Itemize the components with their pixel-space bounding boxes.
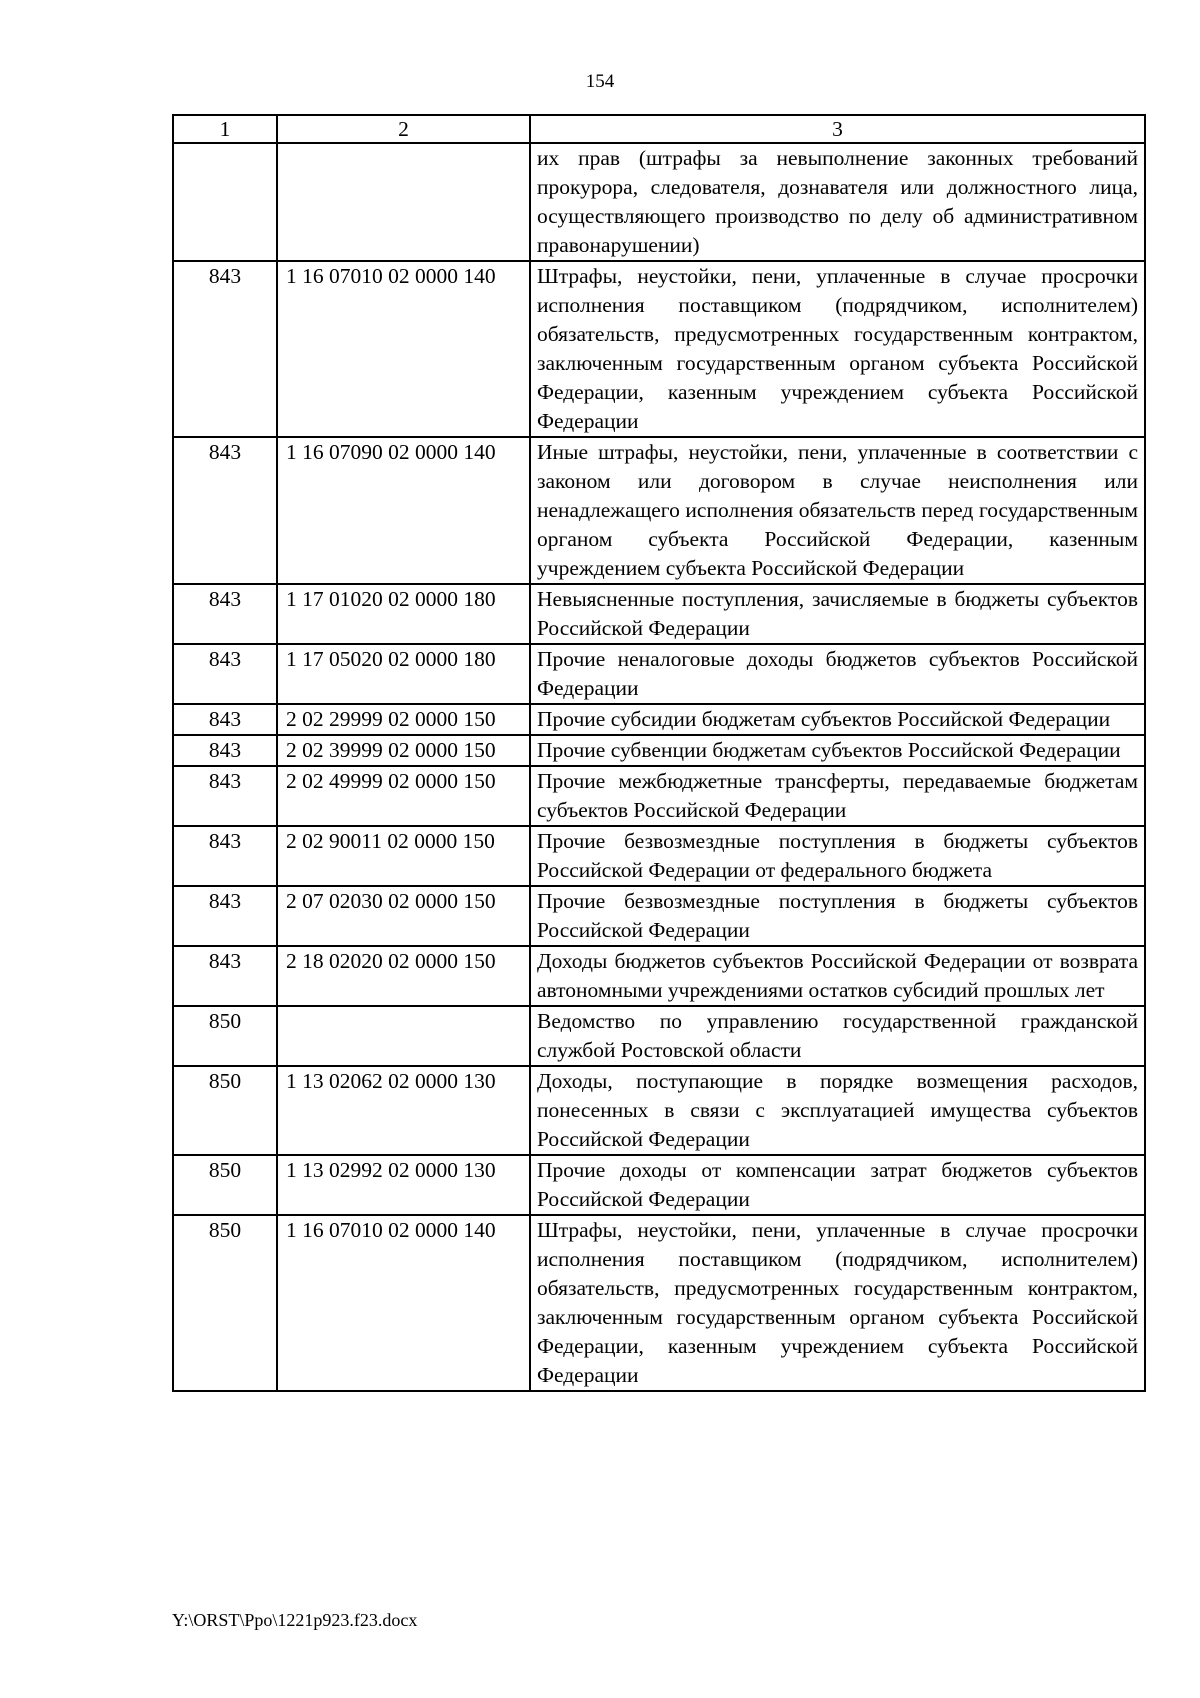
table-row bbox=[173, 735, 1145, 766]
admin-code-cell: 843 bbox=[173, 704, 277, 735]
description-cell: Прочие доходы от компенсации затрат бюджетов субъектов Российской Федерации bbox=[530, 1155, 1145, 1215]
description-cell: их прав (штрафы за невыполнение законных требований прокурора, следователя, дознавателя или должностного лица, осуществляющего производство по делу об административном правонарушении) bbox=[530, 143, 1145, 261]
table-row bbox=[173, 1215, 1145, 1391]
revenue-code-cell: 2 07 02030 02 0000 150 bbox=[277, 886, 530, 946]
table-row bbox=[173, 1066, 1145, 1155]
description-cell: Иные штрафы, неустойки, пени, уплаченные в соответствии с законом или договором в случае неисполнения или ненадлежащего исполнения обязательств перед государственным органом субъекта Российской Федерации, казенным учреждением субъекта Российской Федерации bbox=[530, 437, 1145, 584]
description-cell: Доходы бюджетов субъектов Российской Федерации от возврата автономными учреждениями остатков субсидий прошлых лет bbox=[530, 946, 1145, 1006]
description-cell: Прочие безвозмездные поступления в бюджеты субъектов Российской Федерации bbox=[530, 886, 1145, 946]
table-row bbox=[173, 826, 1145, 886]
admin-code-cell: 843 bbox=[173, 437, 277, 584]
admin-code-cell: 850 bbox=[173, 1215, 277, 1391]
revenue-code-cell: 1 17 05020 02 0000 180 bbox=[277, 644, 530, 704]
revenue-code-cell: 1 16 07010 02 0000 140 bbox=[277, 261, 530, 437]
description-cell: Прочие субсидии бюджетам субъектов Российской Федерации bbox=[530, 704, 1145, 735]
file-path-footer: Y:\ORST\Ppo\1221p923.f23.docx bbox=[172, 1610, 418, 1630]
admin-code-cell bbox=[173, 143, 277, 261]
description-cell: Невыясненные поступления, зачисляемые в бюджеты субъектов Российской Федерации bbox=[530, 584, 1145, 644]
revenue-code-cell: 2 02 39999 02 0000 150 bbox=[277, 735, 530, 766]
description-cell: Доходы, поступающие в порядке возмещения расходов, понесенных в связи с эксплуатацией имущества субъектов Российской Федерации bbox=[530, 1066, 1145, 1155]
admin-code-cell: 843 bbox=[173, 584, 277, 644]
admin-code-cell: 850 bbox=[173, 1066, 277, 1155]
table-row bbox=[173, 261, 1145, 437]
revenue-code-cell: 1 16 07090 02 0000 140 bbox=[277, 437, 530, 584]
admin-code-cell: 850 bbox=[173, 1006, 277, 1066]
description-cell: Штрафы, неустойки, пени, уплаченные в случае просрочки исполнения поставщиком (подрядчиком, исполнителем) обязательств, предусмотренных государственным контрактом, заключенным государственным органом субъекта Российской Федерации, казенным учреждением субъекта Российской Федерации bbox=[530, 1215, 1145, 1391]
description-cell: Прочие межбюджетные трансферты, передаваемые бюджетам субъектов Российской Федерации bbox=[530, 766, 1145, 826]
revenue-code-cell bbox=[277, 143, 530, 261]
admin-code-cell: 843 bbox=[173, 766, 277, 826]
description-cell: Штрафы, неустойки, пени, уплаченные в случае просрочки исполнения поставщиком (подрядчиком, исполнителем) обязательств, предусмотренных государственным контрактом, заключенным государственным органом субъекта Российской Федерации, казенным учреждением субъекта Российской Федерации bbox=[530, 261, 1145, 437]
page-number: 154 bbox=[585, 71, 615, 92]
table-row bbox=[173, 1006, 1145, 1066]
revenue-code-cell: 2 02 49999 02 0000 150 bbox=[277, 766, 530, 826]
table-row bbox=[173, 437, 1145, 584]
admin-code-cell: 843 bbox=[173, 946, 277, 1006]
admin-code-cell: 843 bbox=[173, 826, 277, 886]
header-col-2: 2 bbox=[277, 115, 530, 143]
admin-code-cell: 843 bbox=[173, 886, 277, 946]
revenue-code-cell: 2 18 02020 02 0000 150 bbox=[277, 946, 530, 1006]
description-cell: Прочие субвенции бюджетам субъектов Российской Федерации bbox=[530, 735, 1145, 766]
admin-code-cell: 843 bbox=[173, 735, 277, 766]
header-col-3: 3 bbox=[530, 115, 1145, 143]
table-row bbox=[173, 766, 1145, 826]
revenue-code-cell bbox=[277, 1006, 530, 1066]
table-body bbox=[173, 143, 1145, 1391]
table-row bbox=[173, 886, 1145, 946]
revenue-code-cell: 1 16 07010 02 0000 140 bbox=[277, 1215, 530, 1391]
header-col-1: 1 bbox=[173, 115, 277, 143]
table-row bbox=[173, 143, 1145, 261]
revenue-code-cell: 2 02 29999 02 0000 150 bbox=[277, 704, 530, 735]
admin-code-cell: 843 bbox=[173, 261, 277, 437]
description-cell: Ведомство по управлению государственной гражданской службой Ростовской области bbox=[530, 1006, 1145, 1066]
description-cell: Прочие неналоговые доходы бюджетов субъектов Российской Федерации bbox=[530, 644, 1145, 704]
table-row bbox=[173, 704, 1145, 735]
revenue-code-cell: 1 17 01020 02 0000 180 bbox=[277, 584, 530, 644]
revenue-code-cell: 1 13 02062 02 0000 130 bbox=[277, 1066, 530, 1155]
table-row bbox=[173, 644, 1145, 704]
admin-code-cell: 850 bbox=[173, 1155, 277, 1215]
header-row bbox=[173, 115, 1145, 143]
table-row bbox=[173, 1155, 1145, 1215]
admin-code-cell: 843 bbox=[173, 644, 277, 704]
revenue-codes-table bbox=[172, 114, 1146, 1392]
table-row bbox=[173, 584, 1145, 644]
table-row bbox=[173, 946, 1145, 1006]
revenue-code-cell: 1 13 02992 02 0000 130 bbox=[277, 1155, 530, 1215]
table-header bbox=[173, 115, 1145, 143]
description-cell: Прочие безвозмездные поступления в бюджеты субъектов Российской Федерации от федерального бюджета bbox=[530, 826, 1145, 886]
revenue-code-cell: 2 02 90011 02 0000 150 bbox=[277, 826, 530, 886]
